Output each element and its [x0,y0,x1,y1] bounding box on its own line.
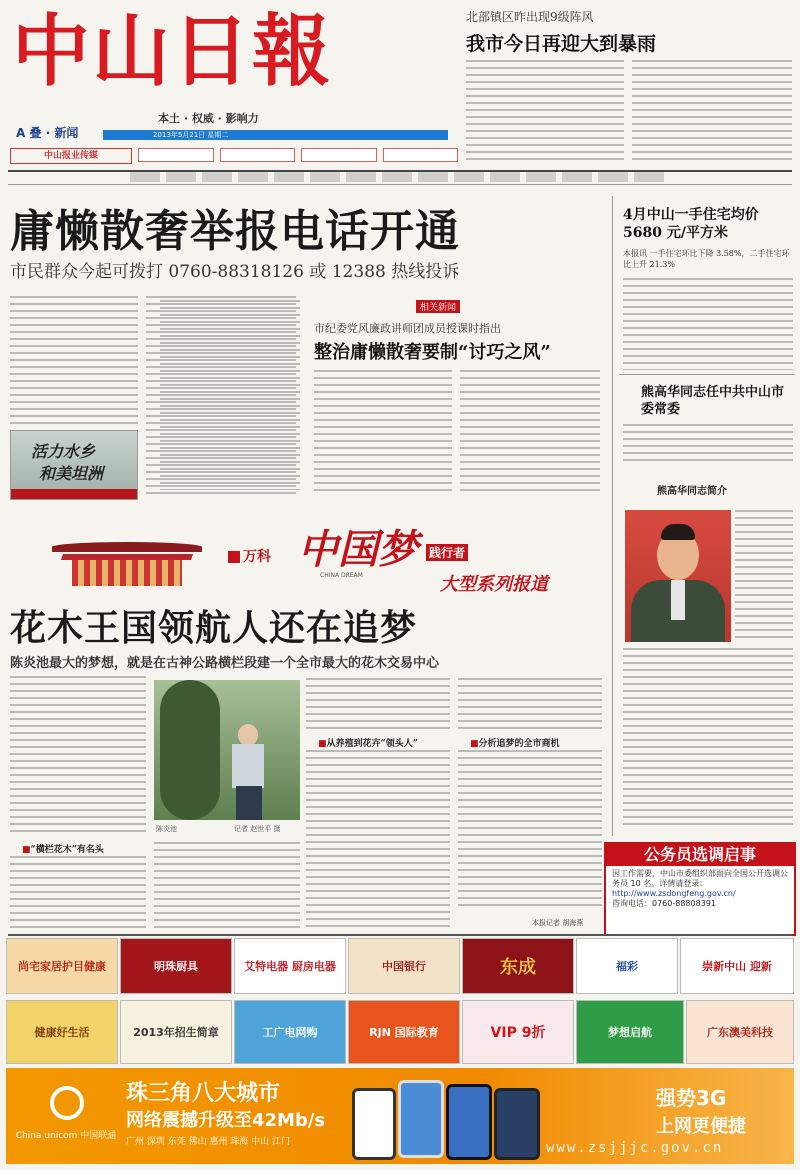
civil-body: 因工作需要，中山市委组织部面向全国公开选调公务员 10 名。详情请登录： [612,869,788,888]
feature-photo [154,680,300,820]
ad-bank-of-china[interactable]: 中国银行 [348,938,460,994]
publisher-logo: 中山报业传媒 [10,148,132,164]
china-dream-tag: 践行者 [426,544,468,561]
unicom-line2: 网络震撼升级至42Mb/s [126,1110,326,1131]
ad-vip-discount[interactable]: VIP 9折 [462,1000,574,1064]
portrait-photo [625,510,731,642]
housing-headline: 4月中山一手住宅均价 5680 元/平方米 [623,207,759,241]
temple-illustration [52,538,202,588]
ad-mingzhu-kitchen[interactable]: 明珠厨具 [120,938,232,994]
ad-row-2 [6,1000,794,1064]
promo-line2: 和美坦洲 [39,464,104,483]
ad-zhongshan-new[interactable]: 崇新中山 迎新 [680,938,794,994]
masthead-title: 中山日報 [12,6,333,97]
ad-home-health[interactable]: 尚宅家居护目健康 [6,938,118,994]
inset-label: 相关新闻 [416,300,460,313]
ad-dream-sail[interactable]: 梦想启航 [576,1000,684,1064]
civil-servant-notice[interactable] [604,842,796,936]
vanke-logo: 万科 [228,546,271,566]
appointment-headline: 熊高华同志任中共中山市委常委 [641,385,785,417]
inset-kicker: 市纪委党风廉政讲师团成员授课时指出 [314,322,501,335]
lead-col-1 [10,296,138,424]
lead-headline: 庸懒散奢举报电话开通 [10,206,460,257]
section-head-2: ■从养殖到花卉“领头人” [318,739,418,749]
masthead-info-strip [138,148,458,162]
ad-health-life[interactable]: 健康好生活 [6,1000,118,1064]
unicom-3g: 强势3G [656,1086,727,1110]
china-dream-title: 中国梦 [298,526,418,573]
phones-illustration [352,1074,542,1160]
feature-byline: 本报记者 胡海燕 [532,919,584,927]
ad-school-enrollment[interactable]: 2013年招生简章 [120,1000,232,1064]
unicom-cities: 广州 深圳 东莞 佛山 惠州 珠海 中山 江门 [126,1137,291,1147]
masthead-slogan: 本土 · 权威 · 影响力 [158,112,259,125]
feature-col-3 [458,678,602,734]
lead-col-3 [160,300,300,490]
china-dream-banner [52,508,600,600]
top-kicker: 北部镇区昨出现9级阵风 [466,10,594,24]
civil-title: 公务员选调启事 [606,844,794,866]
feature-headline: 花木王国领航人还在追梦 [10,607,418,649]
inset-headline: 整治庸懒散奢要制“讨巧之风” [314,342,551,363]
feature-subhead: 陈炎池最大的梦想，就是在古神公路横栏段建一个全市最大的花木交易中心 [10,656,440,671]
unicom-line1: 珠三角八大城市 [126,1081,281,1106]
unicom-convenient: 上网更便捷 [656,1116,746,1137]
photo-caption: 陈炎池 [156,825,177,833]
promo-tanzhou[interactable] [10,430,138,500]
index-strip [130,172,670,182]
section-head-3: ■分析追梦的全市商机 [470,739,560,749]
civil-phone: 咨询电话：0760-88808391 [612,899,716,908]
ad-row-1 [6,938,794,994]
promo-line1: 活力水乡 [31,442,96,461]
unicom-logo-icon [50,1086,84,1120]
feature-col-1 [10,676,146,836]
inset-box [306,300,604,500]
housing-sub: 本报讯 一手住宅环比下降 3.58%，二手住宅环比上升 21.3% [623,249,790,269]
ad-aite-appliance[interactable]: 艾特电器 厨房电器 [234,938,346,994]
watermark: www.zsjjjc.gov.cn [546,1140,724,1156]
ad-dongcheng[interactable]: 东成 [462,938,574,994]
bio-title: 熊高华同志简介 [657,486,727,497]
unicom-ad[interactable] [6,1068,794,1164]
unicom-brand: China unicom 中国联通 [15,1131,117,1141]
ad-rjn-education[interactable]: RJN 国际教育 [348,1000,460,1064]
ad-welfare-lottery[interactable]: 福彩 [576,938,678,994]
series-report-label: 大型系列报道 [440,574,548,595]
feature-col-2 [306,678,450,734]
photo-credit: 记者 赵世平 摄 [234,825,281,833]
date-bar [103,130,448,140]
top-headline: 我市今日再迎大到暴雨 [466,33,657,55]
lead-subhead: 市民群众今起可拨打 0760-88318126 或 12388 热线投诉 [10,262,460,282]
edition-label: A 叠 · 新闻 [16,126,79,140]
china-dream-en: CHINA DREAM [320,572,363,579]
issue-date: 2013年5月21日 星期二 [153,131,229,139]
ad-aomei-tech[interactable]: 广东澳美科技 [686,1000,794,1064]
masthead [8,6,448,166]
top-right-story [466,8,792,166]
ad-online-shopping[interactable]: 工广电网购 [234,1000,346,1064]
civil-url[interactable]: http://www.zsdongfeng.gov.cn/ [612,889,736,898]
section-head-1: ■“横栏花木”有名头 [22,845,104,855]
right-column [612,196,795,836]
